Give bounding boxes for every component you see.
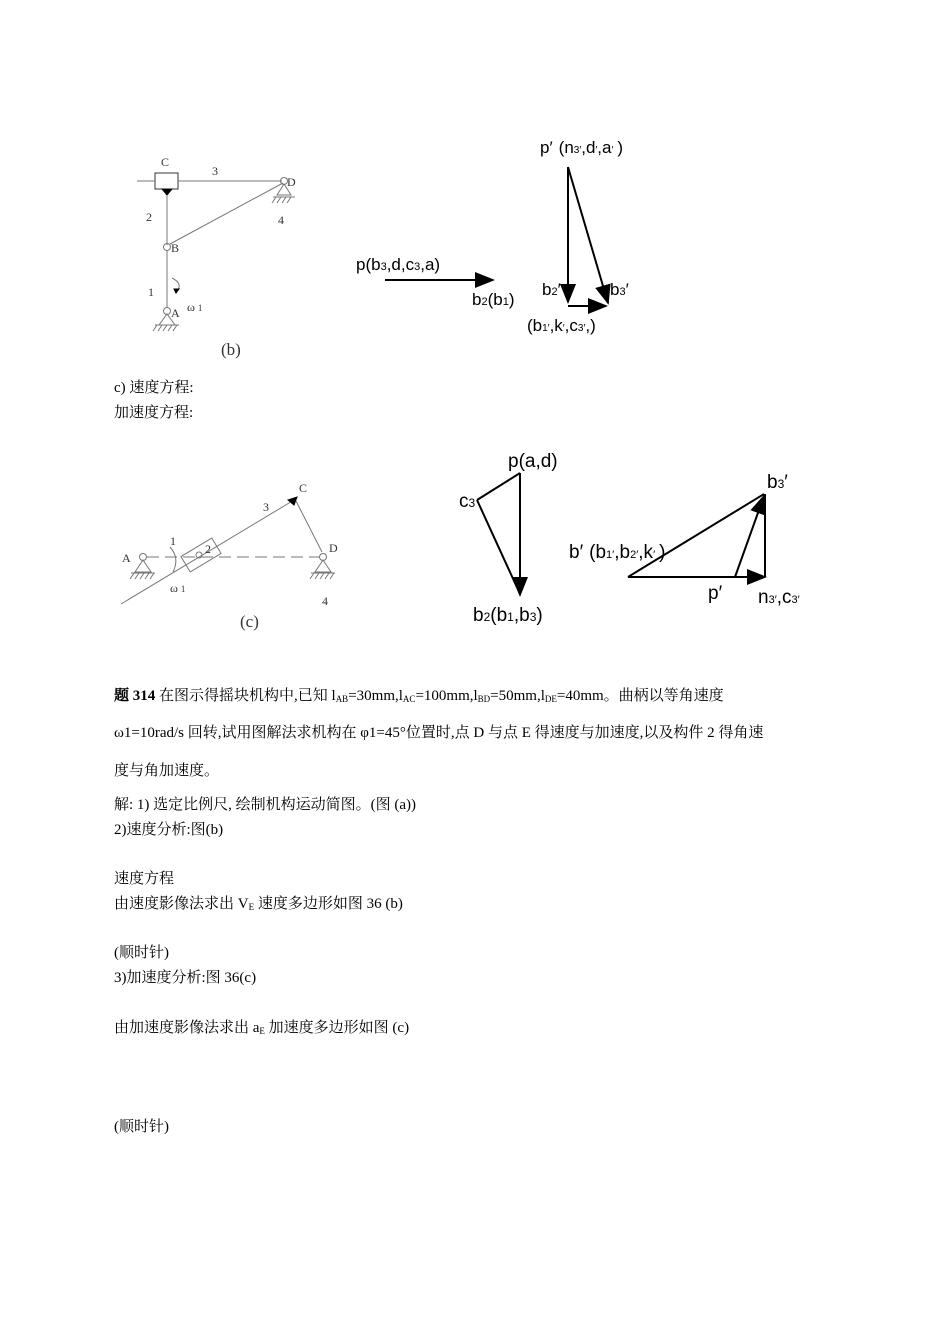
label-3-c: 3 <box>263 500 269 514</box>
label-p-b3: p(b3,d,c3,a) <box>356 255 441 274</box>
label-d-c: D <box>329 541 338 555</box>
figure-c-caption: (c) <box>240 612 259 631</box>
label-b3prime-c: b3′ <box>767 472 788 493</box>
label-a-c: A <box>122 551 131 565</box>
label-4-c: 4 <box>322 594 328 608</box>
hatch-a <box>153 325 177 331</box>
acceleration-image-line: 由加速度影像法求出 $a_E$ 加速度多边形如图 (c) <box>114 1020 410 1036</box>
slider-c-block <box>155 173 178 189</box>
label-b1-k-c3: (b1′,k′,c3′,) <box>527 316 596 335</box>
label-b3prime: b3′ <box>610 280 629 299</box>
problem-number: 题 314 <box>114 688 156 704</box>
velocity-equation-c: c) 速度方程: <box>114 380 194 396</box>
label-b2prime: b2′ <box>542 280 561 299</box>
link-cd <box>296 501 322 552</box>
label-p-prime: p′ (n3′,d′,a′ ) <box>540 138 624 157</box>
problem-statement-line2: ω1=10rad/s 回转,试用图解法求机构在 φ1=45°位置时,点 D 与点 E 得速度与加速度,以及构件 2 得角速 <box>114 725 764 741</box>
hatch-a-c <box>130 573 154 579</box>
velocity-equation-label: 速度方程 <box>114 871 175 887</box>
joint-c-marker <box>288 497 297 505</box>
label-b2-b1-b3: b2(b1,b3) <box>473 605 543 626</box>
figure-c-mechanism <box>121 497 335 604</box>
label-p-ad: p(a,d) <box>508 451 558 472</box>
label-d: D <box>287 175 296 189</box>
vector-c3 <box>477 473 520 500</box>
solution-step1: 解: 1) 选定比例尺, 绘制机构运动简图。(图 (a)) <box>114 797 417 813</box>
figure-b-caption: (b) <box>221 340 241 359</box>
link-bd <box>170 183 283 244</box>
label-n3-c3: n3′,c3′ <box>758 587 800 608</box>
clockwise-note-1: (顺时针) <box>114 945 169 961</box>
problem-statement-line1: 题 314 在图示得摇块机构中,已知 $l_{AB}=30mm,l_{AC}=100mm,l_{BD}=50mm,l_{DE}=40mm$。曲柄以等角速度 <box>114 688 724 704</box>
hatch-d <box>272 197 291 203</box>
figure-c-velocity <box>459 451 558 626</box>
problem-statement-line3: 度与角加速度。 <box>114 763 220 779</box>
label-omega: ω 1 <box>187 300 203 314</box>
label-c-c: C <box>299 481 308 495</box>
omega-arrowhead <box>174 289 179 293</box>
label-2-c: 2 <box>205 542 211 556</box>
label-b: B <box>171 241 180 255</box>
vector-b3prime <box>568 167 608 303</box>
figure-b-velocity-1 <box>356 255 515 309</box>
label-pprime-c: p′ <box>708 583 723 604</box>
figure-b-velocity-2 <box>527 138 629 335</box>
label-a: A <box>171 306 180 320</box>
slider-2-block <box>181 538 221 572</box>
pivot-a-c <box>135 560 151 572</box>
figure-b-mechanism <box>137 173 295 331</box>
solution-step3: 3)加速度分析:图 36(c) <box>114 970 257 986</box>
velocity-image-line: 由速度影像法求出 $V_E$ 速度多边形如图 36 (b) <box>114 896 403 912</box>
hatch-d-c <box>310 573 334 579</box>
label-4: 4 <box>278 213 284 227</box>
label-bprime-group: b′ (b1′,b2′,k′ ) <box>569 542 666 563</box>
figure-c-acceleration <box>569 472 800 608</box>
figures-canvas <box>0 0 950 650</box>
label-c: C <box>161 155 170 169</box>
clockwise-note-2: (顺时针) <box>114 1119 169 1135</box>
label-1-c: 1 <box>170 534 176 548</box>
pivot-d-c <box>315 560 331 572</box>
vector-b-to-b3 <box>628 494 764 577</box>
omega-arc-c <box>170 547 176 572</box>
acceleration-equation: 加速度方程: <box>114 405 194 421</box>
label-b2-b1: b2(b1) <box>472 290 515 309</box>
label-c3-c: c3 <box>459 491 476 512</box>
label-omega-c: ω 1 <box>170 581 186 595</box>
label-3: 3 <box>212 164 218 178</box>
label-2: 2 <box>146 210 152 224</box>
label-1: 1 <box>148 285 154 299</box>
solution-step2: 2)速度分析:图(b) <box>114 822 224 838</box>
slider-marker <box>162 189 172 195</box>
vector-c3-b <box>477 500 520 594</box>
